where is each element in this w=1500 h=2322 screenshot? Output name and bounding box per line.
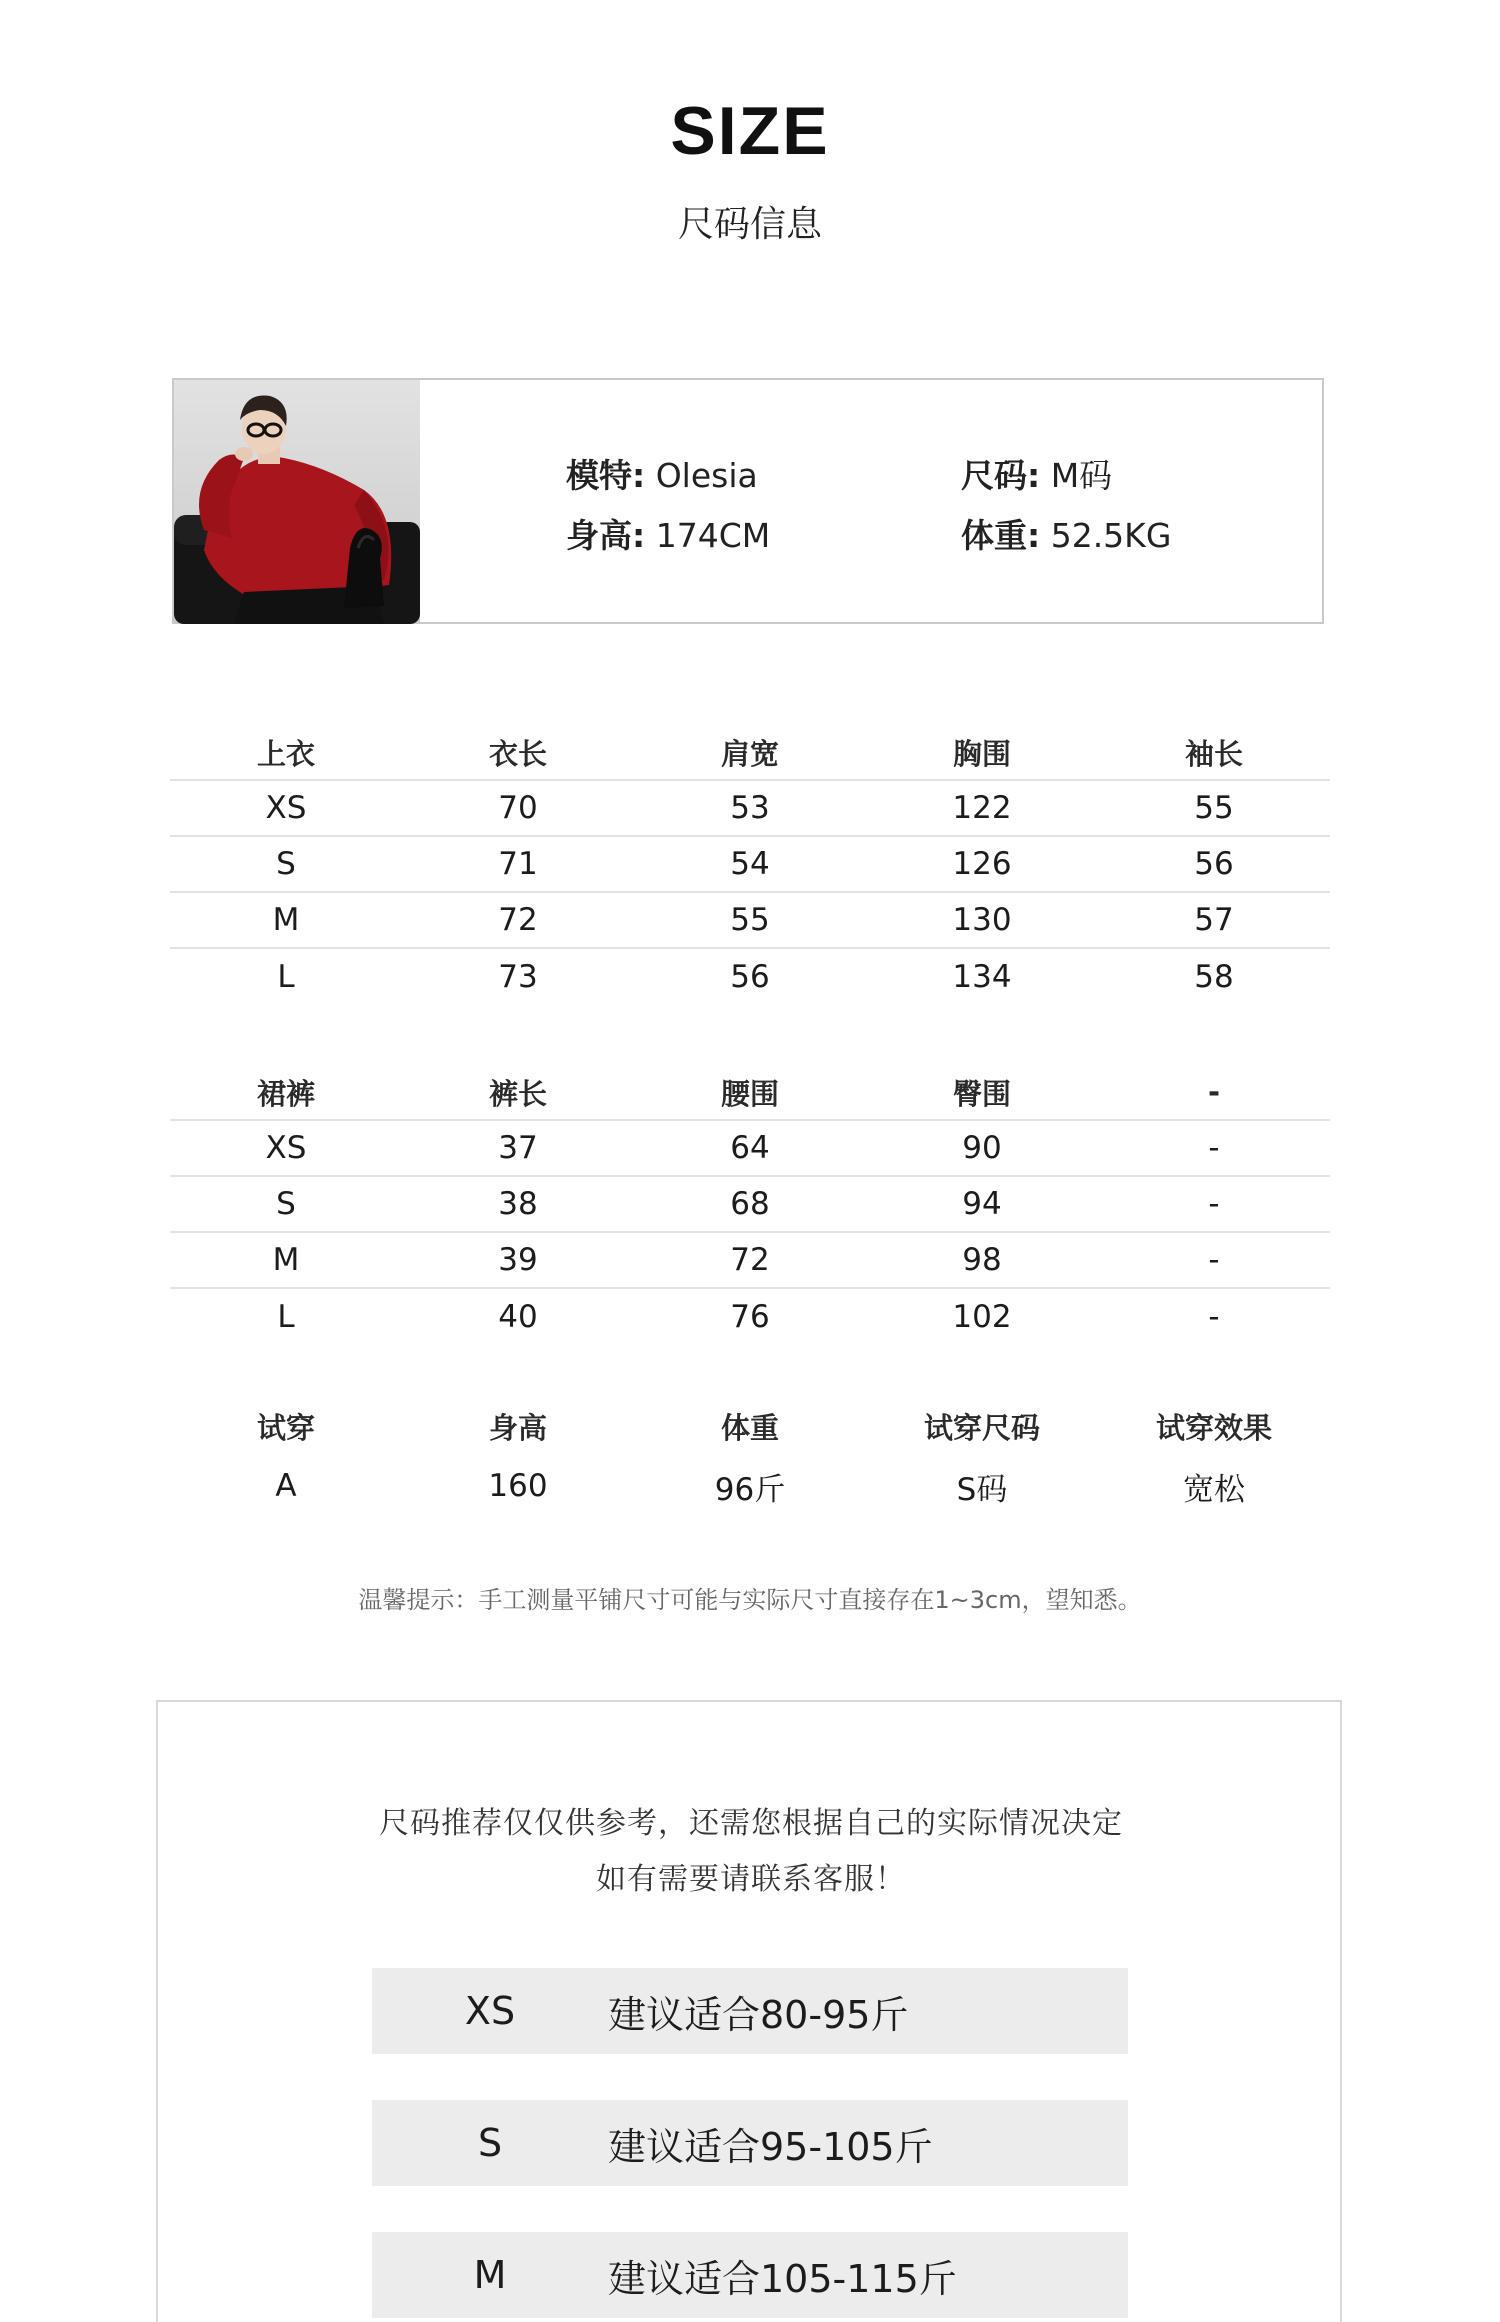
table-header-cell: 体重 (720, 1410, 779, 1445)
table-cell: 76 (730, 1299, 770, 1335)
table-cell: 126 (952, 846, 1012, 882)
table-cell: XS (265, 790, 307, 826)
size-recommendation-box (156, 1700, 1342, 2322)
table-cell: 54 (730, 846, 770, 882)
table-cell: 56 (1194, 846, 1234, 882)
table-cell: 38 (498, 1186, 538, 1222)
table-header-cell: 试穿尺码 (923, 1410, 1040, 1445)
table-cell: M (272, 902, 300, 938)
table-header-cell: 袖长 (1184, 736, 1243, 771)
table-cell: 68 (730, 1186, 770, 1222)
table-cell: 122 (952, 790, 1012, 826)
recommendation-note-line1: 尺码推荐仅仅供参考，还需您根据自己的实际情况决定 (379, 1806, 1123, 1841)
table-cell: 64 (730, 1130, 770, 1166)
table-header-cell: - (1207, 1075, 1221, 1109)
table-cell: 72 (498, 902, 538, 938)
table-cell: 160 (488, 1468, 548, 1504)
table-cell: 56 (730, 959, 770, 995)
table-cell: 55 (1194, 790, 1234, 826)
model-size-value: M码 (1050, 456, 1113, 495)
model-weight (961, 510, 1171, 557)
recommendation-size: S (477, 2121, 503, 2165)
table-cell: S (276, 846, 296, 882)
table-cell: M (272, 1242, 300, 1278)
table-cell: 37 (498, 1130, 538, 1166)
model-name-value: Olesia (655, 456, 758, 495)
table-header-cell: 裙裤 (256, 1076, 315, 1111)
table-row (170, 1456, 1330, 1516)
table-cell: 94 (962, 1186, 1002, 1222)
page-subtitle: 尺码信息 (677, 204, 822, 245)
table-cell: 53 (730, 790, 770, 826)
table-cell: - (1208, 1130, 1220, 1166)
table-header-cell: 衣长 (488, 736, 547, 771)
recommendation-text: 建议适合80-95斤 (608, 1992, 909, 2037)
table-cell: L (277, 959, 295, 995)
model-height-label: 身高: (566, 516, 646, 555)
recommendation-row (372, 2232, 1128, 2318)
table-header-row (170, 1065, 1330, 1121)
table-cell: A (275, 1468, 297, 1504)
model-height (566, 510, 770, 557)
table-cell: 39 (498, 1242, 538, 1278)
table-header-cell: 腰围 (720, 1076, 779, 1111)
table-header-cell: 试穿效果 (1155, 1410, 1272, 1445)
model-name-label: 模特: (566, 456, 646, 495)
model-weight-label: 体重: (961, 516, 1041, 555)
page-title: SIZE (670, 93, 830, 169)
recommendation-text: 建议适合105-115斤 (608, 2256, 957, 2301)
table-cell: 40 (498, 1299, 538, 1335)
table-header-cell: 胸围 (952, 736, 1011, 771)
model-size-label: 尺码: (961, 456, 1041, 495)
table-row (170, 1121, 1330, 1177)
top-size-table (170, 725, 1330, 1005)
table-cell: 72 (730, 1242, 770, 1278)
table-cell: 98 (962, 1242, 1002, 1278)
table-cell: - (1208, 1186, 1220, 1222)
table-row (170, 1289, 1330, 1345)
model-height-value: 174CM (655, 516, 771, 555)
table-cell: - (1208, 1299, 1220, 1335)
recommendation-row (372, 1968, 1128, 2054)
recommendation-row (372, 2100, 1128, 2186)
table-cell: 134 (952, 959, 1012, 995)
table-cell: L (277, 1299, 295, 1335)
model-weight-value: 52.5KG (1050, 516, 1172, 555)
table-cell: 102 (952, 1299, 1012, 1335)
model-photo (174, 380, 420, 624)
table-cell: XS (265, 1130, 307, 1166)
bottom-size-table (170, 1065, 1330, 1345)
table-cell: 130 (952, 902, 1012, 938)
table-cell: 57 (1194, 902, 1234, 938)
table-cell: 70 (498, 790, 538, 826)
table-header-cell: 肩宽 (720, 736, 779, 771)
table-cell: - (1208, 1242, 1220, 1278)
model-card (172, 378, 1324, 624)
table-header-row (170, 725, 1330, 781)
recommendation-size: M (473, 2253, 507, 2297)
table-cell: 宽松 (1183, 1471, 1245, 1508)
table-row (170, 781, 1330, 837)
table-cell: 55 (730, 902, 770, 938)
table-cell: 90 (962, 1130, 1002, 1166)
recommendation-size: XS (464, 1989, 516, 2033)
table-row (170, 1177, 1330, 1233)
table-header-cell: 上衣 (256, 736, 315, 771)
measurement-tip: 温馨提示：手工测量平铺尺寸可能与实际尺寸直接存在1~3cm，望知悉。 (358, 1586, 1142, 1614)
table-row (170, 949, 1330, 1005)
table-row (170, 1233, 1330, 1289)
table-header-cell: 试穿 (256, 1410, 315, 1445)
table-cell: S (276, 1186, 296, 1222)
table-row (170, 837, 1330, 893)
table-header-cell: 臀围 (952, 1076, 1011, 1111)
table-cell: 96斤 (714, 1471, 786, 1508)
trial-table (170, 1396, 1330, 1516)
table-cell: 71 (498, 846, 538, 882)
table-header-cell: 裤长 (488, 1076, 547, 1111)
recommendation-text: 建议适合95-105斤 (608, 2124, 933, 2169)
model-name (566, 450, 758, 497)
table-header-cell: 身高 (488, 1410, 547, 1445)
model-size (961, 450, 1112, 497)
table-header-row (170, 1396, 1330, 1456)
recommendation-note-line2: 如有需要请联系客服！ (596, 1862, 906, 1897)
table-cell: 58 (1194, 959, 1234, 995)
table-cell: S码 (956, 1471, 1008, 1508)
table-cell: 73 (498, 959, 538, 995)
table-row (170, 893, 1330, 949)
